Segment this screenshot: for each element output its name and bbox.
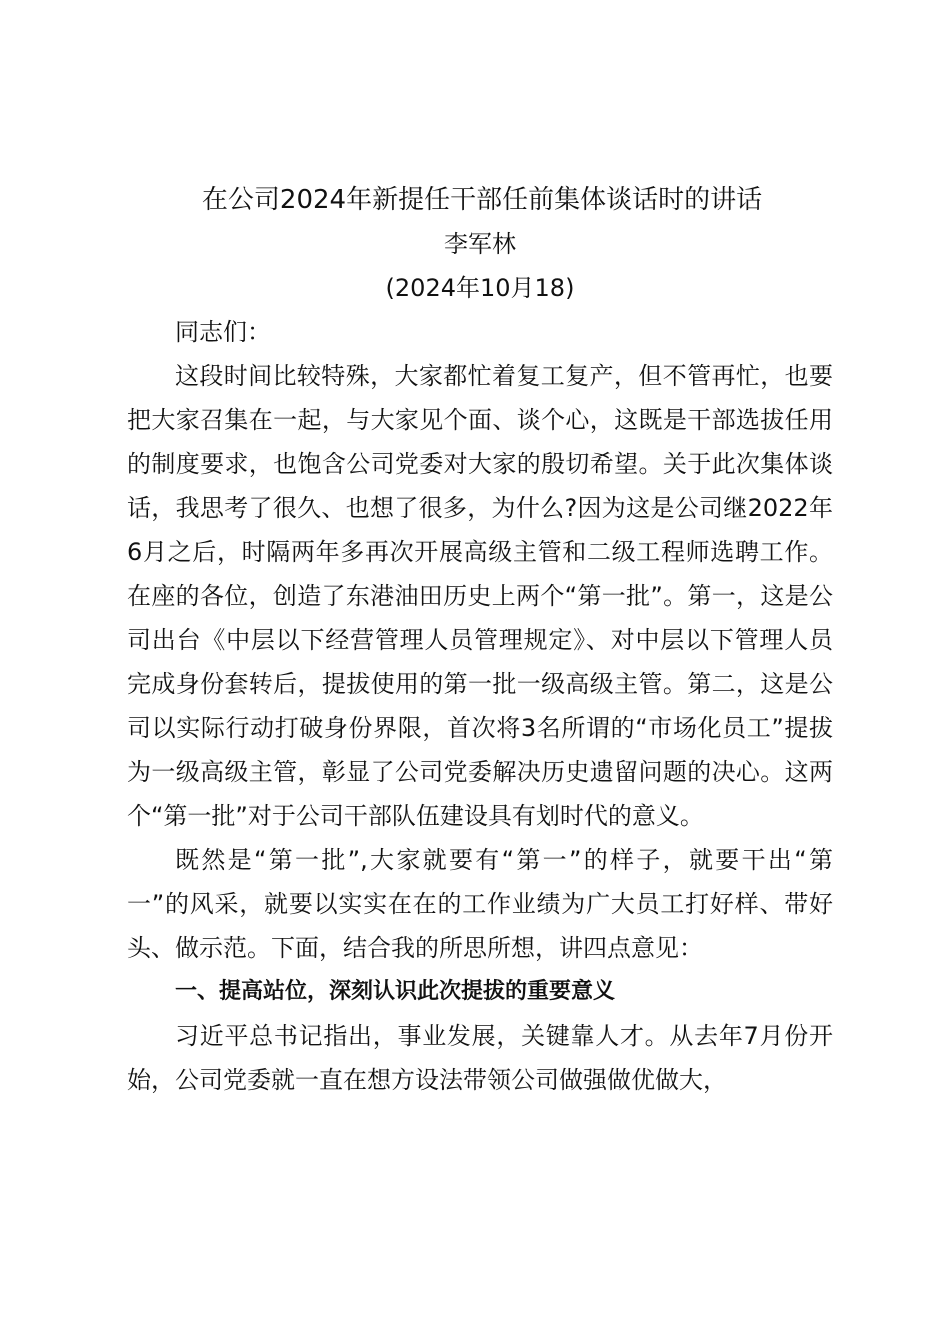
document-page <box>127 178 833 1102</box>
document-title: 在公司2024年新提任干部任前集体谈话时的讲话 <box>201 185 763 215</box>
salutation: 同志们： <box>175 318 271 346</box>
body-paragraph-2: 既然是“第一批”,大家就要有“第一”的样子，就要干出“第一”的风采，就要以实实在在的工作业绩为广大员工打好样、带好头、做示范。下面，结合我的所思所想，讲四点意见： <box>127 846 833 962</box>
document-date: (2024年10月18) <box>385 274 575 302</box>
body-paragraph-3: 习近平总书记指出，事业发展，关键靠人才。从去年7月份开始，公司党委就一直在想方设法带领公司做强做优做大， <box>127 1022 833 1094</box>
section-heading: 一、提高站位，深刻认识此次提拔的重要意义 <box>175 979 616 1004</box>
document-author: 李军林 <box>444 230 516 258</box>
body-paragraph-1: 这段时间比较特殊，大家都忙着复工复产，但不管再忙，也要把大家召集在一起，与大家见个面、谈个心，这既是干部选拔任用的制度要求，也饱含公司党委对大家的殷切希望。关于此次集体谈话，我思考了很久、也想了很多，为什么?因为这是公司继2022年6月之后，时隔两年多再次开展高级主管和二级工程师选聘工作。在座的各位，创造了东港油田历史上两个“第一批”。第一，这是公司出台《中层以下经营管理人员管理规定》、对中层以下管理人员完成身份套转后，提拔使用的第一批一级高级主管。第二，这是公司以实际行动打破身份界限，首次将3名所谓的“市场化员工”提拔为一级高级主管，彰显了公司党委解决历史遗留问题的决心。这两个“第一批”对于公司干部队伍建设具有划时代的意义。 <box>127 362 833 830</box>
